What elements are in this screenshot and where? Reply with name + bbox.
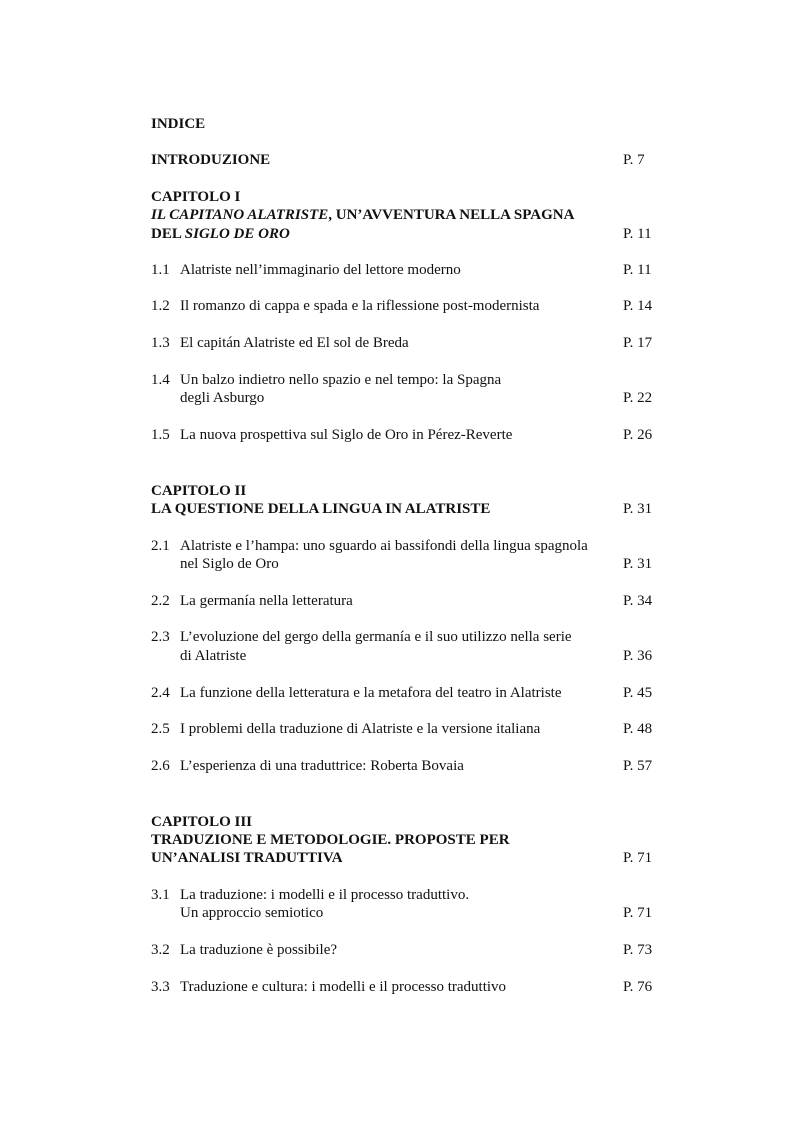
section-page: P. 48 xyxy=(623,721,653,737)
section-page: P. 45 xyxy=(623,685,653,701)
chapter-1-title-italic: IL CAPITANO ALATRISTE xyxy=(151,207,329,223)
section-page: P. 73 xyxy=(623,942,653,958)
section-number: 3.1 xyxy=(151,887,170,903)
section-title: La nuova prospettiva sul Siglo de Oro in Pérez-Reverte xyxy=(180,427,513,443)
section-title-continued: di Alatriste xyxy=(180,648,247,664)
toc-entry xyxy=(151,978,506,996)
section-page: P. 76 xyxy=(623,979,653,995)
chapter-1-heading: CAPITOLO I xyxy=(151,189,241,205)
toc-entry xyxy=(151,297,539,315)
intro-page: P. 7 xyxy=(623,152,645,168)
section-page: P. 36 xyxy=(623,648,653,664)
intro-label: INTRODUZIONE xyxy=(151,152,271,168)
section-title: L’esperienza di una traduttrice: Roberta Bovaia xyxy=(180,758,464,774)
section-number: 1.3 xyxy=(151,335,170,351)
section-title: Alatriste e l’hampa: uno sguardo ai bassifondi della lingua spagnola xyxy=(180,538,588,554)
chapter-1-title-rest: , UN’AVVENTURA NELLA SPAGNA xyxy=(328,207,575,223)
chapter-2-page: P. 31 xyxy=(623,501,653,517)
toc-entry xyxy=(151,426,512,444)
section-page: P. 17 xyxy=(623,335,653,351)
section-title: Un balzo indietro nello spazio e nel tempo: la Spagna xyxy=(180,372,502,388)
toc-title: INDICE xyxy=(151,116,206,132)
section-title: La traduzione: i modelli e il processo traduttivo. xyxy=(180,887,470,903)
section-number: 1.1 xyxy=(151,262,170,278)
chapter-2-title: LA QUESTIONE DELLA LINGUA IN ALATRISTE xyxy=(151,501,491,517)
toc-entry xyxy=(151,537,588,555)
toc-entry xyxy=(151,684,561,702)
toc-entry xyxy=(151,886,469,904)
chapter-1-title-line-1 xyxy=(151,206,574,224)
chapter-3-title-line-2: UN’ANALISI TRADUTTIVA xyxy=(151,850,343,866)
section-title: La germanía nella letteratura xyxy=(180,593,353,609)
section-title: L’evoluzione del gergo della germanía e il suo utilizzo nella serie xyxy=(180,629,572,645)
section-page: P. 57 xyxy=(623,758,653,774)
section-page: P. 26 xyxy=(623,427,653,443)
toc-entry xyxy=(151,720,540,738)
chapter-1-page: P. 11 xyxy=(623,226,652,242)
section-page: P. 34 xyxy=(623,593,653,609)
section-title: Il romanzo di cappa e spada e la riflessione post-modernista xyxy=(180,298,540,314)
chapter-1-title-italic-2: SIGLO DE ORO xyxy=(184,226,290,242)
toc-entry xyxy=(151,757,464,775)
section-number: 1.5 xyxy=(151,427,170,443)
section-number: 2.1 xyxy=(151,538,170,554)
section-page: P. 14 xyxy=(623,298,653,314)
chapter-2-heading: CAPITOLO II xyxy=(151,483,247,499)
section-page: P. 22 xyxy=(623,390,653,406)
chapter-3-page: P. 71 xyxy=(623,850,653,866)
chapter-1-title-pre: DEL xyxy=(151,226,185,242)
section-number: 2.6 xyxy=(151,758,170,774)
section-title: Alatriste nell’immaginario del lettore moderno xyxy=(180,262,461,278)
toc-entry xyxy=(151,941,337,959)
toc-entry xyxy=(151,628,572,646)
section-number: 3.3 xyxy=(151,979,170,995)
chapter-3-title-line-1: TRADUZIONE E METODOLOGIE. PROPOSTE PER xyxy=(151,832,510,848)
section-number: 2.4 xyxy=(151,685,170,701)
section-number: 3.2 xyxy=(151,942,170,958)
section-number: 1.4 xyxy=(151,372,170,388)
section-title: I problemi della traduzione di Alatriste e la versione italiana xyxy=(180,721,541,737)
section-title: La funzione della letteratura e la metafora del teatro in Alatriste xyxy=(180,685,562,701)
section-page: P. 31 xyxy=(623,556,653,572)
toc-entry xyxy=(151,592,353,610)
toc-entry xyxy=(151,334,409,352)
section-number: 2.5 xyxy=(151,721,170,737)
toc-entry xyxy=(151,371,501,389)
toc-entry xyxy=(151,261,461,279)
section-number: 1.2 xyxy=(151,298,170,314)
section-title-continued: degli Asburgo xyxy=(180,390,265,406)
section-title: La traduzione è possibile? xyxy=(180,942,338,958)
section-page: P. 11 xyxy=(623,262,652,278)
section-title-continued: nel Siglo de Oro xyxy=(180,556,279,572)
section-number: 2.2 xyxy=(151,593,170,609)
section-page: P. 71 xyxy=(623,905,653,921)
section-title: Traduzione e cultura: i modelli e il processo traduttivo xyxy=(180,979,507,995)
chapter-3-heading: CAPITOLO III xyxy=(151,814,253,830)
chapter-1-title-line-2 xyxy=(151,225,290,243)
section-title: El capitán Alatriste ed El sol de Breda xyxy=(180,335,409,351)
section-title-continued: Un approccio semiotico xyxy=(180,905,324,921)
section-number: 2.3 xyxy=(151,629,170,645)
